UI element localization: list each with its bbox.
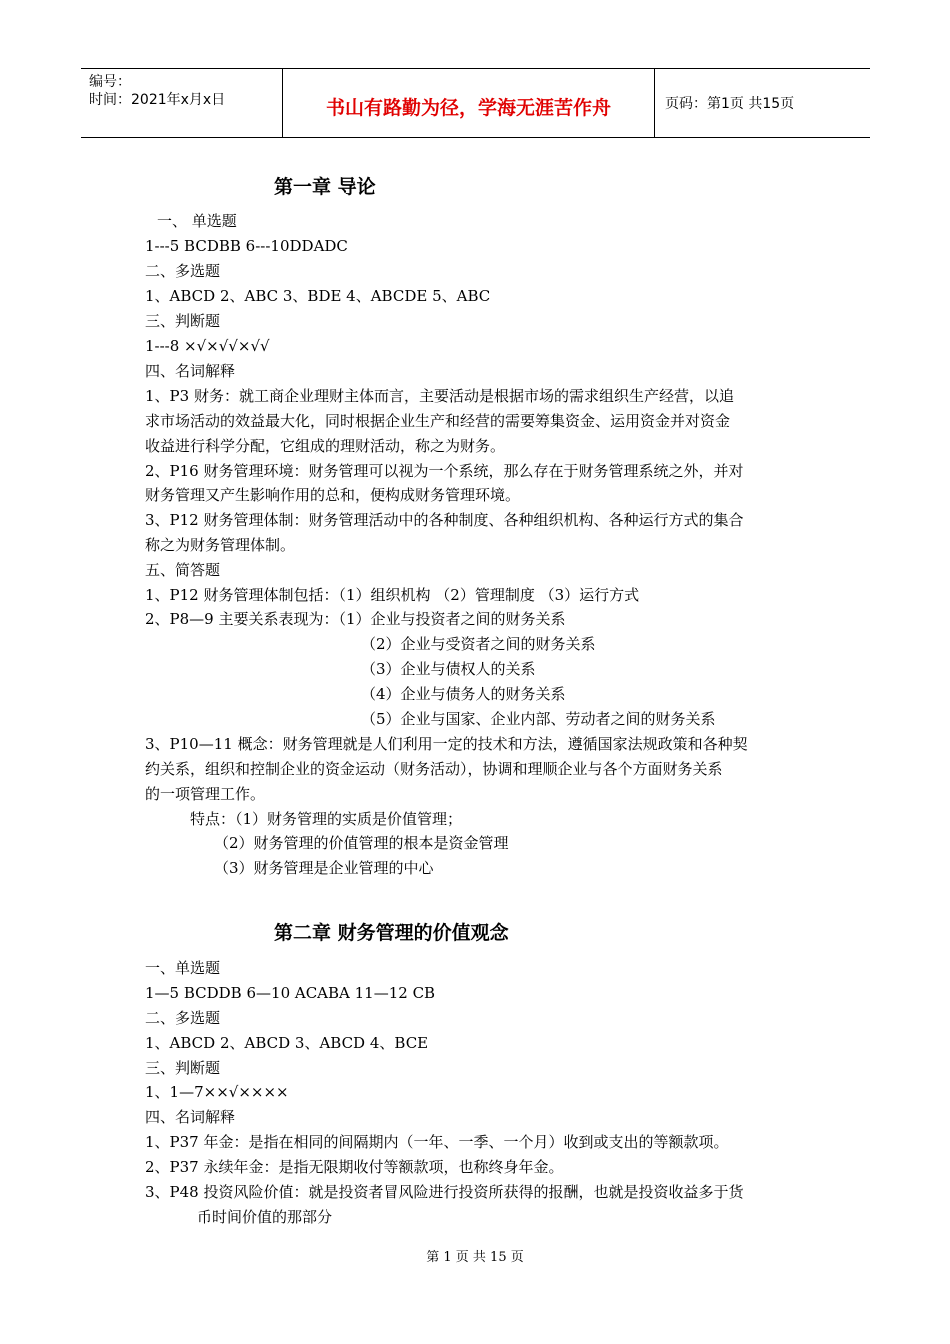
ch1-single-choice-heading: 一、 单选题 <box>157 212 237 230</box>
ch1-terms-line: 3、P12 财务管理体制：财务管理活动中的各种制度、各种组织机构、各种运行方式的集合 <box>145 511 744 529</box>
ch1-relation-item: （5）企业与国家、企业内部、劳动者之间的财务关系 <box>361 710 716 728</box>
header-page-info: 页码：第1页 共15页 <box>665 96 795 112</box>
ch1-multi-choice-heading: 二、多选题 <box>145 262 221 280</box>
ch2-true-false-answers: 1、1—7××√×××× <box>145 1083 289 1101</box>
page-footer: 第 1 页 共 15 页 <box>426 1250 524 1265</box>
ch2-true-false-heading: 三、判断题 <box>145 1059 221 1077</box>
ch2-terms-line: 2、P37 永续年金：是指无限期收付等额款项，也称终身年金。 <box>145 1158 564 1176</box>
ch1-terms-line: 收益进行科学分配，它组成的理财活动，称之为财务。 <box>145 437 506 455</box>
ch1-terms-heading: 四、名词解释 <box>145 362 236 380</box>
ch1-feature-line: （3）财务管理是企业管理的中心 <box>214 859 434 877</box>
ch2-multi-choice-heading: 二、多选题 <box>145 1009 221 1027</box>
document-time: 时间：2021年x月x日 <box>89 92 226 108</box>
header-meta-cell <box>81 69 283 137</box>
ch1-true-false-answers: 1---8 ×√×√√×√√ <box>145 337 270 355</box>
ch1-relation-item: （2）企业与受资者之间的财务关系 <box>361 635 596 653</box>
document-number: 编号： <box>89 74 131 90</box>
ch2-terms-line: 3、P48 投资风险价值：就是投资者冒风险进行投资所获得的报酬，也就是投资收益多于货 <box>145 1183 744 1201</box>
ch2-single-choice-answers: 1—5 BCDDB 6—10 ACABA 11—12 CB <box>145 984 436 1002</box>
ch1-feature-line: 特点：（1）财务管理的实质是价值管理； <box>190 810 463 828</box>
ch2-terms-line: 1、P37 年金：是指在相同的间隔期内（一年、一季、一个月）收到或支出的等额款项。 <box>145 1133 729 1151</box>
ch1-terms-line: 2、P16 财务管理环境：财务管理可以视为一个系统，那么存在于财务管理系统之外，并对 <box>145 462 744 480</box>
ch2-terms-line: 币时间价值的那部分 <box>197 1208 333 1226</box>
ch1-short-answer-line: 3、P10—11 概念：财务管理就是人们利用一定的技术和方法，遵循国家法规政策和各种契 <box>145 735 748 753</box>
ch1-terms-line: 求市场活动的效益最大化，同时根据企业生产和经营的需要筹集资金、运用资金并对资金 <box>145 412 731 430</box>
ch2-single-choice-heading: 一、单选题 <box>145 959 221 977</box>
header-motto-cell <box>283 69 655 137</box>
ch1-terms-line: 财务管理又产生影响作用的总和，便构成财务管理环境。 <box>145 486 521 504</box>
chapter-1-title: 第一章 导论 <box>274 176 376 198</box>
ch1-relation-item: （3）企业与债权人的关系 <box>361 660 536 678</box>
ch1-terms-line: 1、P3 财务：就工商企业理财主体而言，主要活动是根据市场的需求组织生产经营，以追 <box>145 387 734 405</box>
ch1-single-choice-answers: 1---5 BCDBB 6---10DDADC <box>145 237 348 255</box>
chapter-2-title: 第二章 财务管理的价值观念 <box>274 922 509 944</box>
ch2-multi-choice-answers: 1、ABCD 2、ABCD 3、ABCD 4、BCE <box>145 1034 429 1052</box>
ch1-terms-line: 称之为财务管理体制。 <box>145 536 296 554</box>
ch2-terms-heading: 四、名词解释 <box>145 1108 236 1126</box>
header-page-cell <box>655 69 870 137</box>
ch1-multi-choice-answers: 1、ABCD 2、ABC 3、BDE 4、ABCDE 5、ABC <box>145 287 491 305</box>
ch1-short-answer-line: 约关系，组织和控制企业的资金运动（财务活动），协调和理顺企业与各个方面财务关系 <box>145 760 723 778</box>
ch1-short-answer-line: 1、P12 财务管理体制包括：（1）组织机构 （2）管理制度 （3）运行方式 <box>145 586 640 604</box>
ch1-short-answer-heading: 五、简答题 <box>145 561 221 579</box>
ch1-relation-item: （4）企业与债务人的财务关系 <box>361 685 566 703</box>
ch1-feature-line: （2）财务管理的价值管理的根本是资金管理 <box>214 834 509 852</box>
header-motto: 书山有路勤为径，学海无涯苦作舟 <box>325 97 611 119</box>
ch1-true-false-heading: 三、判断题 <box>145 312 221 330</box>
ch1-short-answer-line: 2、P8—9 主要关系表现为：（1）企业与投资者之间的财务关系 <box>145 610 566 628</box>
ch1-short-answer-line: 的一项管理工作。 <box>145 785 266 803</box>
document-header <box>81 68 870 138</box>
